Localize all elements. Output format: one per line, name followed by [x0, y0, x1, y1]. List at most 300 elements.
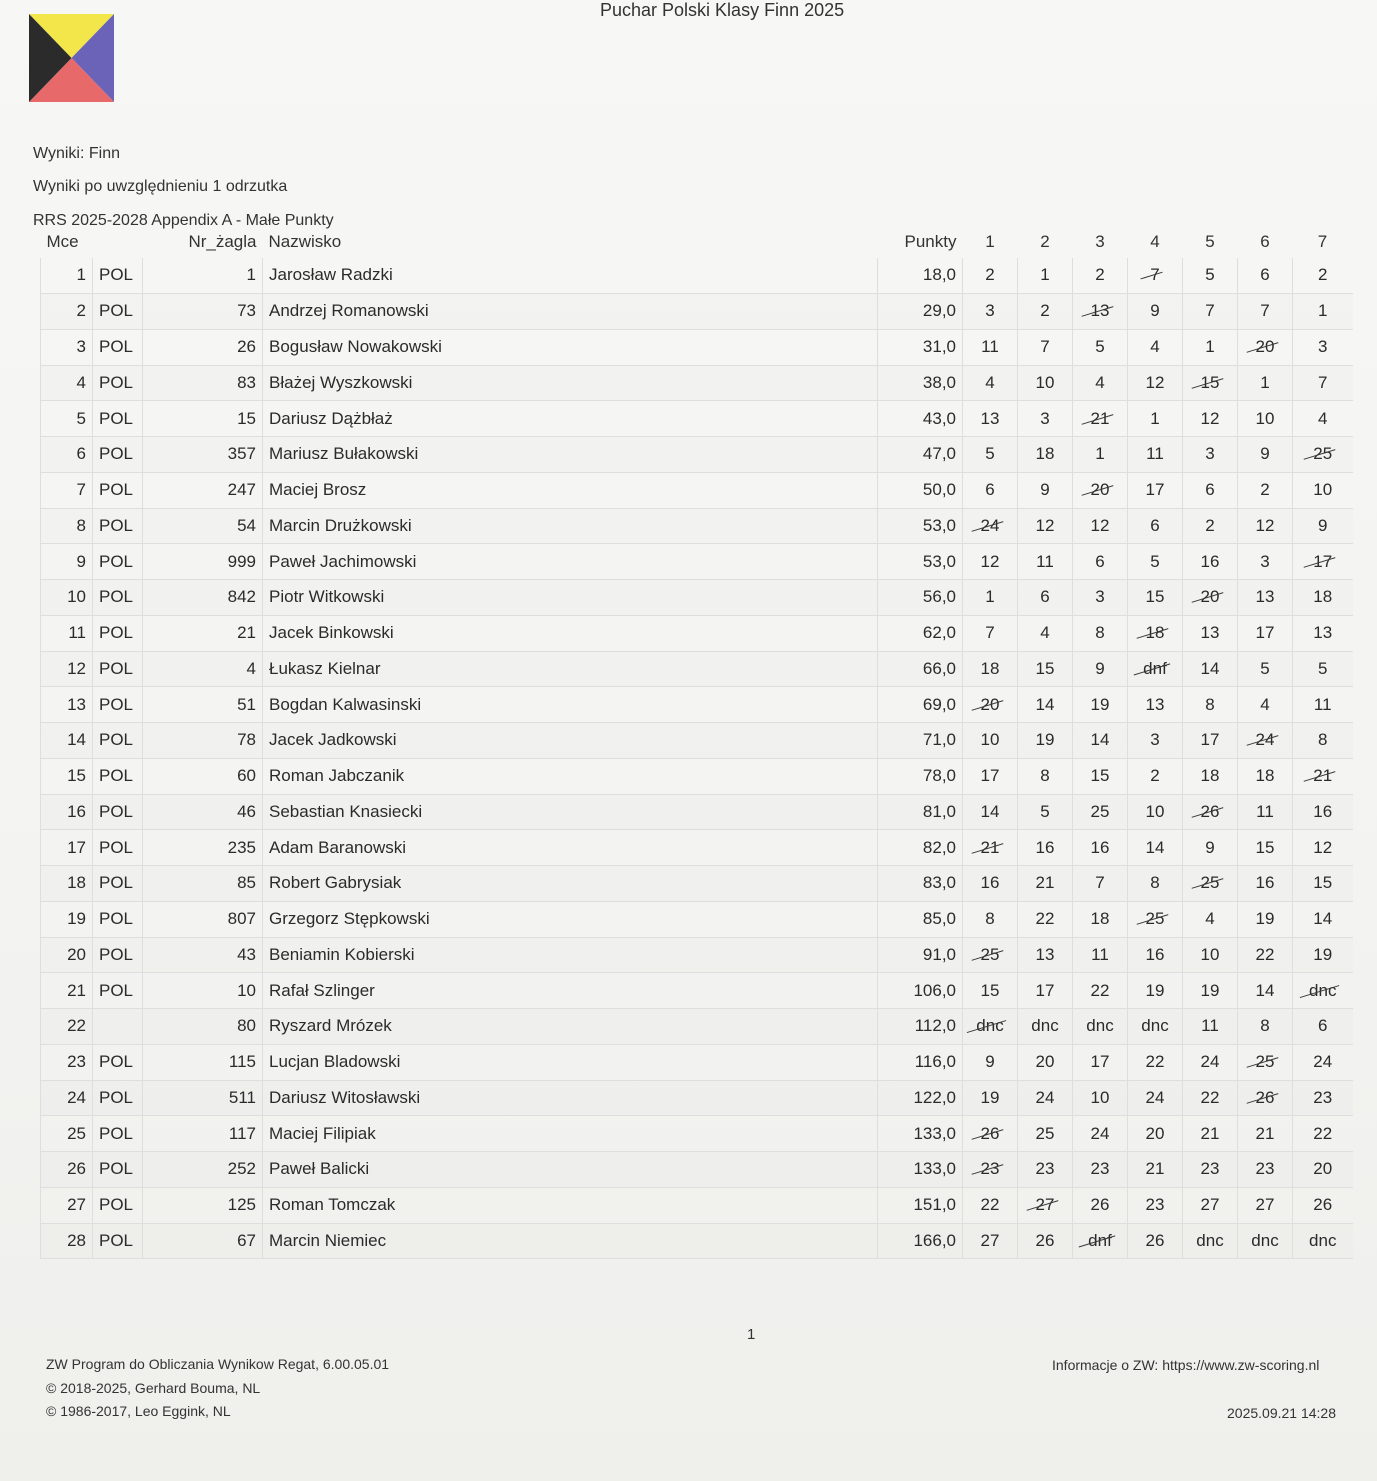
- points-cell: 18,0: [878, 258, 963, 294]
- race-score: 19: [1090, 694, 1110, 714]
- race-result-cell: [1073, 758, 1128, 794]
- spacer-cell: [463, 1044, 878, 1080]
- race-score: 25: [1035, 1123, 1055, 1143]
- race-score: 6: [1318, 1016, 1328, 1036]
- race-score: 23: [1035, 1159, 1055, 1179]
- header-name: Nazwisko: [268, 231, 342, 251]
- footer-program: ZW Program do Obliczania Wynikow Regat, 6.00.05.01: [46, 1356, 390, 1372]
- race-result-cell: [1238, 1187, 1293, 1223]
- spacer-cell: [463, 1009, 878, 1045]
- discarded-score: dnf: [1088, 1230, 1112, 1250]
- race-result-cell: [1018, 580, 1073, 616]
- race-result-cell: [1238, 1116, 1293, 1152]
- race-score: 21: [1145, 1159, 1165, 1179]
- points-cell: 116,0: [878, 1044, 963, 1080]
- spacer-cell: [463, 901, 878, 937]
- table-header-row: [41, 222, 1353, 258]
- race-score: 2: [1150, 766, 1160, 786]
- race-score: 12: [1090, 515, 1110, 535]
- race-score: 24: [1145, 1087, 1165, 1107]
- race-score: 19: [1313, 944, 1333, 964]
- race-score: 24: [1090, 1123, 1110, 1143]
- race-score: 21: [1200, 1123, 1220, 1143]
- country-cell: POL: [93, 258, 143, 294]
- race-result-cell: [1018, 1223, 1073, 1259]
- race-result-cell: [1018, 830, 1073, 866]
- place-cell: 24: [41, 1080, 93, 1116]
- race-score: 15: [1090, 766, 1110, 786]
- race-result-cell: [1128, 794, 1183, 830]
- place-cell: 7: [41, 472, 93, 508]
- place-cell: 25: [41, 1116, 93, 1152]
- race-score: 5: [1040, 801, 1050, 821]
- race-score: 3: [1205, 444, 1215, 464]
- race-result-cell: [1183, 973, 1238, 1009]
- race-score: 22: [1145, 1052, 1165, 1072]
- discarded-score: 21: [1313, 766, 1333, 786]
- sail-number-cell: 80: [143, 1009, 263, 1045]
- race-score: 12: [1200, 408, 1220, 428]
- sailor-name-cell: Jacek Binkowski: [263, 615, 463, 651]
- race-result-cell: [963, 580, 1018, 616]
- race-score: 22: [1255, 944, 1275, 964]
- sailor-name-cell: Rafał Szlinger: [263, 973, 463, 1009]
- country-cell: POL: [93, 437, 143, 473]
- race-result-cell: [963, 687, 1018, 723]
- race-result-cell: [1183, 544, 1238, 580]
- race-result-cell: [1128, 830, 1183, 866]
- race-result-cell: [1238, 1223, 1293, 1259]
- race-result-cell: [1073, 1152, 1128, 1188]
- race-score: dnc: [1031, 1016, 1059, 1036]
- race-score: 21: [1035, 873, 1055, 893]
- results-table: [40, 222, 1353, 1259]
- race-result-cell: [1073, 365, 1128, 401]
- race-score: 26: [1313, 1195, 1333, 1215]
- sailor-name-cell: Błażej Wyszkowski: [263, 365, 463, 401]
- race-score: 17: [1255, 623, 1275, 643]
- race-score: 15: [980, 980, 1000, 1000]
- race-score: 2: [1318, 265, 1328, 285]
- country-cell: POL: [93, 1223, 143, 1259]
- race-result-cell: [1073, 830, 1128, 866]
- race-score: 10: [1313, 480, 1333, 500]
- race-score: 16: [1255, 873, 1275, 893]
- sail-number-cell: 54: [143, 508, 263, 544]
- race-score: 22: [1090, 980, 1110, 1000]
- race-result-cell: [1293, 329, 1353, 365]
- points-cell: 69,0: [878, 687, 963, 723]
- header-points: Punkty: [904, 231, 957, 251]
- race-score: 27: [1255, 1195, 1275, 1215]
- race-score: 14: [1090, 730, 1110, 750]
- race-score: 27: [1200, 1195, 1220, 1215]
- page-number: 1: [747, 1326, 756, 1343]
- race-result-cell: [1238, 1080, 1293, 1116]
- table-row: [41, 723, 1353, 759]
- race-result-cell: [1128, 580, 1183, 616]
- race-result-cell: [1293, 615, 1353, 651]
- race-score: 20: [1035, 1052, 1055, 1072]
- race-result-cell: [963, 1187, 1018, 1223]
- table-row: [41, 329, 1353, 365]
- race-result-cell: [1018, 1009, 1073, 1045]
- race-score: 15: [1255, 837, 1275, 857]
- sailor-name-cell: Maciej Brosz: [263, 472, 463, 508]
- race-score: 24: [1313, 1052, 1333, 1072]
- race-score: 16: [1313, 801, 1333, 821]
- race-result-cell: [1183, 615, 1238, 651]
- race-score: 21: [1255, 1123, 1275, 1143]
- race-score: 12: [1313, 837, 1333, 857]
- race-score: 5: [1318, 658, 1328, 678]
- race-result-cell: [1073, 294, 1128, 330]
- race-result-cell: [1183, 365, 1238, 401]
- table-row: [41, 1187, 1353, 1223]
- race-score: 23: [1200, 1159, 1220, 1179]
- sailor-name-cell: Jarosław Radzki: [263, 258, 463, 294]
- race-result-cell: [1238, 258, 1293, 294]
- table-row: [41, 508, 1353, 544]
- race-result-cell: [1183, 758, 1238, 794]
- race-result-cell: [1128, 651, 1183, 687]
- race-score: 17: [1035, 980, 1055, 1000]
- sail-number-cell: 511: [143, 1080, 263, 1116]
- regatta-flag-logo: [29, 14, 114, 102]
- race-score: 4: [1260, 694, 1270, 714]
- race-score: 12: [980, 551, 1000, 571]
- sail-number-cell: 1: [143, 258, 263, 294]
- discarded-score: 25: [1145, 909, 1165, 929]
- race-result-cell: [1293, 1080, 1353, 1116]
- race-result-cell: [1293, 723, 1353, 759]
- race-score: 6: [985, 480, 995, 500]
- race-result-cell: [1238, 973, 1293, 1009]
- country-cell: [93, 1009, 143, 1045]
- place-cell: 21: [41, 973, 93, 1009]
- country-cell: POL: [93, 580, 143, 616]
- race-score: 18: [980, 658, 1000, 678]
- points-cell: 82,0: [878, 830, 963, 866]
- footer-copyright-2: © 1986-2017, Leo Eggink, NL: [46, 1403, 231, 1419]
- header-race-1: 1: [985, 231, 995, 251]
- race-result-cell: [1128, 329, 1183, 365]
- race-score: 4: [1205, 909, 1215, 929]
- race-result-cell: [1128, 937, 1183, 973]
- discarded-score: 24: [980, 515, 1000, 535]
- points-cell: 133,0: [878, 1116, 963, 1152]
- points-cell: 31,0: [878, 329, 963, 365]
- race-result-cell: [1128, 258, 1183, 294]
- race-result-cell: [1183, 508, 1238, 544]
- sail-number-cell: 115: [143, 1044, 263, 1080]
- country-cell: POL: [93, 758, 143, 794]
- race-result-cell: [1238, 1152, 1293, 1188]
- race-score: 17: [1200, 730, 1220, 750]
- race-result-cell: [1073, 1223, 1128, 1259]
- country-cell: POL: [93, 973, 143, 1009]
- race-score: 2: [1205, 515, 1215, 535]
- spacer-cell: [463, 294, 878, 330]
- place-cell: 15: [41, 758, 93, 794]
- race-result-cell: [1018, 294, 1073, 330]
- discarded-score: 20: [1090, 480, 1110, 500]
- place-cell: 10: [41, 580, 93, 616]
- country-cell: POL: [93, 1187, 143, 1223]
- race-score: 3: [1150, 730, 1160, 750]
- place-cell: 11: [41, 615, 93, 651]
- race-score: 16: [1145, 944, 1165, 964]
- race-result-cell: [963, 723, 1018, 759]
- country-cell: POL: [93, 472, 143, 508]
- points-cell: 85,0: [878, 901, 963, 937]
- race-score: 23: [1145, 1195, 1165, 1215]
- race-result-cell: [1018, 687, 1073, 723]
- race-score: 9: [1205, 837, 1215, 857]
- sail-number-cell: 60: [143, 758, 263, 794]
- race-score: 16: [1200, 551, 1220, 571]
- race-result-cell: [1293, 1044, 1353, 1080]
- race-score: 13: [1255, 587, 1275, 607]
- race-result-cell: [1018, 1044, 1073, 1080]
- race-result-cell: [1073, 651, 1128, 687]
- race-score: 19: [980, 1087, 1000, 1107]
- place-cell: 18: [41, 866, 93, 902]
- race-result-cell: [1238, 1044, 1293, 1080]
- race-result-cell: [963, 1116, 1018, 1152]
- points-cell: 122,0: [878, 1080, 963, 1116]
- race-result-cell: [1183, 580, 1238, 616]
- spacer-cell: [463, 1223, 878, 1259]
- sailor-name-cell: Dariusz Dążbłaż: [263, 401, 463, 437]
- race-result-cell: [1073, 973, 1128, 1009]
- race-score: 1: [985, 587, 995, 607]
- place-cell: 5: [41, 401, 93, 437]
- race-score: 18: [1090, 909, 1110, 929]
- sail-number-cell: 10: [143, 973, 263, 1009]
- sailor-name-cell: Paweł Jachimowski: [263, 544, 463, 580]
- race-score: 3: [985, 301, 995, 321]
- points-cell: 71,0: [878, 723, 963, 759]
- country-cell: POL: [93, 937, 143, 973]
- place-cell: 4: [41, 365, 93, 401]
- sail-number-cell: 78: [143, 723, 263, 759]
- race-score: 10: [980, 730, 1000, 750]
- table-row: [41, 1080, 1353, 1116]
- discarded-score: 25: [1313, 444, 1333, 464]
- race-score: dnc: [1196, 1230, 1224, 1250]
- race-score: 16: [1035, 837, 1055, 857]
- race-score: 15: [1313, 873, 1333, 893]
- spacer-cell: [463, 329, 878, 365]
- race-result-cell: [1018, 1116, 1073, 1152]
- sailor-name-cell: Bogdan Kalwasinski: [263, 687, 463, 723]
- discarded-score: 13: [1090, 301, 1110, 321]
- race-score: 9: [985, 1052, 995, 1072]
- sail-number-cell: 4: [143, 651, 263, 687]
- race-score: 13: [1145, 694, 1165, 714]
- spacer-cell: [463, 544, 878, 580]
- race-result-cell: [1128, 1044, 1183, 1080]
- spacer-cell: [463, 830, 878, 866]
- race-score: 3: [1318, 337, 1328, 357]
- race-result-cell: [1073, 615, 1128, 651]
- race-result-cell: [1073, 401, 1128, 437]
- race-result-cell: [1018, 723, 1073, 759]
- race-score: 8: [1095, 623, 1105, 643]
- race-result-cell: [1018, 401, 1073, 437]
- table-row: [41, 472, 1353, 508]
- country-cell: POL: [93, 508, 143, 544]
- points-cell: 53,0: [878, 508, 963, 544]
- race-result-cell: [1293, 651, 1353, 687]
- race-score: 20: [1145, 1123, 1165, 1143]
- points-cell: 43,0: [878, 401, 963, 437]
- race-result-cell: [963, 1152, 1018, 1188]
- race-result-cell: [1073, 1044, 1128, 1080]
- discarded-score: 7: [1150, 265, 1160, 285]
- spacer-cell: [463, 580, 878, 616]
- race-score: 5: [1150, 551, 1160, 571]
- race-score: 10: [1035, 372, 1055, 392]
- race-score: 9: [1095, 658, 1105, 678]
- race-result-cell: [1018, 973, 1073, 1009]
- race-result-cell: [1238, 580, 1293, 616]
- spacer-cell: [463, 723, 878, 759]
- table-row: [41, 580, 1353, 616]
- race-score: 11: [1091, 944, 1109, 964]
- spacer-cell: [463, 437, 878, 473]
- race-score: 1: [1150, 408, 1160, 428]
- race-score: 2: [1260, 480, 1270, 500]
- table-row: [41, 687, 1353, 723]
- place-cell: 17: [41, 830, 93, 866]
- race-score: 17: [1145, 480, 1165, 500]
- sailor-name-cell: Robert Gabrysiak: [263, 866, 463, 902]
- race-result-cell: [1238, 329, 1293, 365]
- place-cell: 22: [41, 1009, 93, 1045]
- discarded-score: 26: [1255, 1087, 1275, 1107]
- race-score: 8: [1040, 766, 1050, 786]
- footer-timestamp: 2025.09.21 14:28: [1227, 1405, 1336, 1421]
- race-score: dnc: [1251, 1230, 1279, 1250]
- spacer-cell: [463, 758, 878, 794]
- race-result-cell: [1018, 866, 1073, 902]
- discarded-score: 17: [1313, 551, 1333, 571]
- race-result-cell: [1183, 401, 1238, 437]
- race-result-cell: [1073, 901, 1128, 937]
- race-result-cell: [1183, 1009, 1238, 1045]
- country-cell: POL: [93, 615, 143, 651]
- race-score: 5: [985, 444, 995, 464]
- place-cell: 9: [41, 544, 93, 580]
- spacer-cell: [463, 651, 878, 687]
- header-country: [93, 222, 143, 258]
- race-result-cell: [1238, 544, 1293, 580]
- sail-number-cell: 247: [143, 472, 263, 508]
- discarded-score: 21: [980, 837, 1000, 857]
- race-result-cell: [1293, 758, 1353, 794]
- sailor-name-cell: Andrzej Romanowski: [263, 294, 463, 330]
- points-cell: 166,0: [878, 1223, 963, 1259]
- sailor-name-cell: Grzegorz Stępkowski: [263, 901, 463, 937]
- spacer-cell: [463, 508, 878, 544]
- race-score: 25: [1090, 801, 1110, 821]
- header-race-2: 2: [1040, 231, 1050, 251]
- race-result-cell: [1183, 651, 1238, 687]
- place-cell: 13: [41, 687, 93, 723]
- footer-copyright-1: © 2018-2025, Gerhard Bouma, NL: [46, 1380, 261, 1396]
- race-score: 19: [1200, 980, 1220, 1000]
- country-cell: POL: [93, 294, 143, 330]
- race-score: 13: [1313, 623, 1333, 643]
- table-row: [41, 1009, 1353, 1045]
- race-result-cell: [1018, 758, 1073, 794]
- race-score: 4: [1040, 623, 1050, 643]
- header-discard-line: Wyniki po uwzględnieniu 1 odrzutka: [33, 178, 288, 195]
- race-score: 8: [1318, 730, 1328, 750]
- race-result-cell: [1128, 508, 1183, 544]
- table-row: [41, 973, 1353, 1009]
- race-score: 16: [980, 873, 1000, 893]
- points-cell: 29,0: [878, 294, 963, 330]
- race-result-cell: [1293, 1116, 1353, 1152]
- footer-info-link[interactable]: Informacje o ZW: https://www.zw-scoring.nl: [1052, 1357, 1320, 1373]
- race-score: 26: [1145, 1230, 1165, 1250]
- sailor-name-cell: Beniamin Kobierski: [263, 937, 463, 973]
- race-result-cell: [1183, 794, 1238, 830]
- race-result-cell: [963, 901, 1018, 937]
- race-result-cell: [1183, 258, 1238, 294]
- race-result-cell: [1238, 365, 1293, 401]
- spacer-cell: [463, 472, 878, 508]
- spacer-cell: [463, 937, 878, 973]
- race-result-cell: [963, 258, 1018, 294]
- race-result-cell: [1238, 294, 1293, 330]
- spacer-cell: [463, 1080, 878, 1116]
- sail-number-cell: 73: [143, 294, 263, 330]
- race-score: 19: [1035, 730, 1055, 750]
- race-result-cell: [1073, 937, 1128, 973]
- race-result-cell: [1183, 1044, 1238, 1080]
- race-result-cell: [1128, 294, 1183, 330]
- race-result-cell: [1293, 258, 1353, 294]
- country-cell: POL: [93, 1044, 143, 1080]
- race-result-cell: [1128, 866, 1183, 902]
- place-cell: 27: [41, 1187, 93, 1223]
- sail-number-cell: 26: [143, 329, 263, 365]
- discarded-score: 20: [1200, 587, 1220, 607]
- discarded-score: 27: [1035, 1195, 1055, 1215]
- race-result-cell: [1128, 901, 1183, 937]
- discarded-score: 18: [1145, 623, 1165, 643]
- race-score: 13: [1035, 944, 1055, 964]
- race-score: 11: [981, 337, 999, 357]
- page-title: Puchar Polski Klasy Finn 2025: [600, 0, 845, 20]
- race-score: 24: [1035, 1087, 1055, 1107]
- race-result-cell: [1018, 794, 1073, 830]
- discarded-score: dnc: [1309, 980, 1337, 1000]
- table-row: [41, 1152, 1353, 1188]
- sail-number-cell: 117: [143, 1116, 263, 1152]
- discarded-score: 26: [1200, 801, 1220, 821]
- header-race-3: 3: [1095, 231, 1105, 251]
- race-score: 18: [1035, 444, 1055, 464]
- points-cell: 38,0: [878, 365, 963, 401]
- header-sail: Nr_żagla: [188, 231, 257, 251]
- discarded-score: 24: [1255, 730, 1275, 750]
- discarded-score: 15: [1200, 372, 1220, 392]
